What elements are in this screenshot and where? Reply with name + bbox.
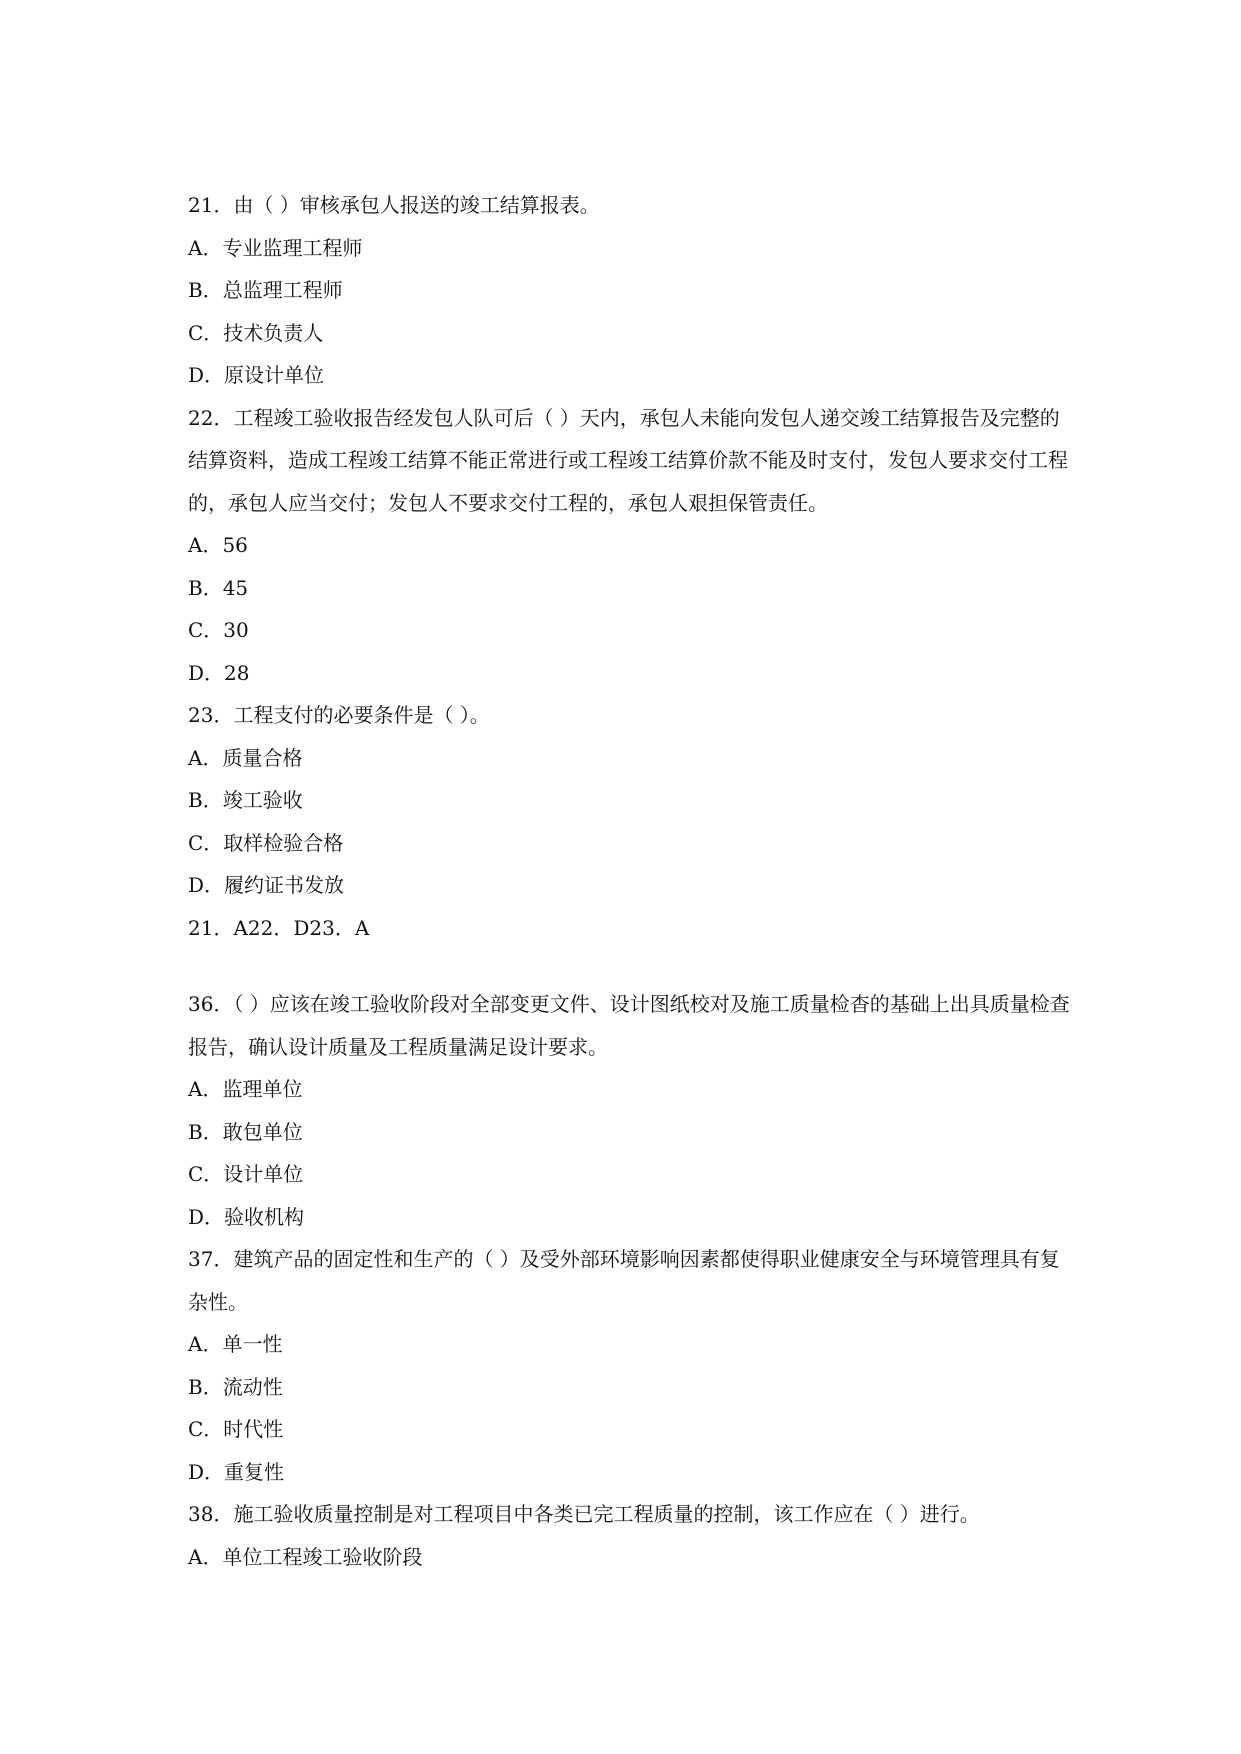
option-b: B．45 [188,575,249,600]
question-text: 22．工程竣工验收报告经发包人队可后（ ）天内，承包人未能向发包人递交竣工结算报告及完整的结算资料，造成工程竣工结算不能正常进行或工程竣工结算价款不能及时支付，发包人要求交付工程的，承包人应当交付；发包人不要求交付工程的，承包人艰担保管责任。 [188,405,1068,515]
question-block [188,983,1078,1238]
option-d: D．履约证书发放 [188,873,345,897]
question-text: 38．施工验收质量控制是对工程项目中各类已完工程质量的控制，该工作应在（ ）进行。 [188,1502,980,1526]
option-c: C．取样检验合格 [188,830,344,855]
option-d: D．原设计单位 [188,363,325,387]
option-d: D．28 [188,660,250,685]
page-content [188,184,1078,1578]
option-a: A．监理单位 [188,1077,303,1101]
option-b: B．总监理工程师 [188,278,343,302]
question-block [188,1493,1078,1578]
question-block [188,1238,1078,1493]
option-a: A．质量合格 [188,745,303,770]
option-c: C．技术负责人 [188,320,324,345]
option-a: A．单一性 [188,1332,283,1356]
question-block [188,397,1078,695]
option-c: C．30 [188,618,249,642]
option-a: A．56 [188,533,248,557]
question-block [188,694,1078,907]
option-b: B．流动性 [188,1374,283,1399]
option-a: A．单位工程竣工验收阶段 [188,1544,423,1569]
answer-key: 21．A22．D23．A [188,915,370,940]
question-text: 21．由（ ）审核承包人报送的竣工结算报表。 [188,193,600,217]
option-c: C．时代性 [188,1417,284,1441]
question-text: 37．建筑产品的固定性和生产的（ ）及受外部环境影响因素都使得职业健康安全与环境管理具有复杂性。 [188,1247,1060,1314]
option-a: A．专业监理工程师 [188,235,363,260]
question-text: 23．工程支付的必要条件是（ ）。 [188,703,490,727]
question-text: 36．（ ）应该在竣工验收阶段对全部变更文件、设计图纸校对及施工质量检杳的基础上出具质量检查报告，确认设计质量及工程质量满足设计要求。 [188,992,1070,1059]
option-d: D．验收机构 [188,1204,305,1229]
option-d: D．重复性 [188,1459,285,1484]
option-b: B．竣工验收 [188,788,303,812]
section-gap [188,949,1078,983]
option-c: C．设计单位 [188,1162,304,1186]
question-block [188,184,1078,397]
option-b: B．敢包单位 [188,1119,303,1144]
